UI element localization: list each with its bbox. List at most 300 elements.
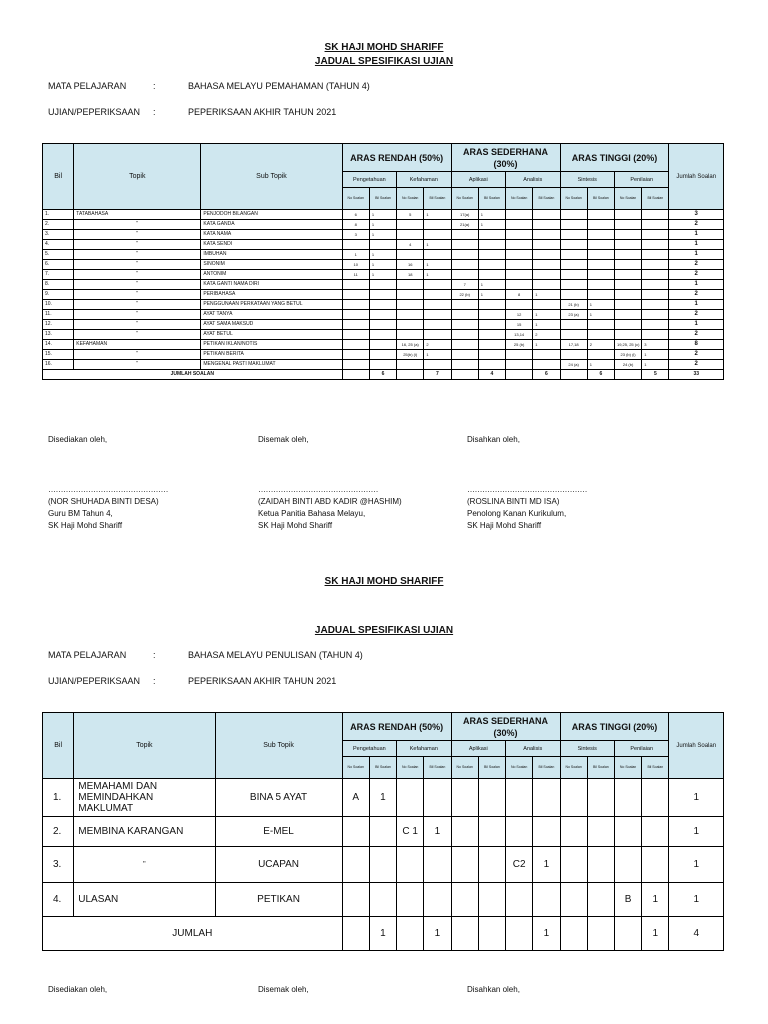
value-cell: [614, 250, 641, 260]
value-cell: [587, 250, 614, 260]
value-cell: 1: [369, 270, 396, 280]
signer-role: Guru BM Tahun 4,: [48, 509, 113, 518]
signature-block-6: [467, 984, 520, 996]
value-cell: [451, 350, 478, 360]
value-cell: [642, 847, 669, 883]
row-number: 16.: [43, 360, 74, 370]
row-number: 14.: [43, 340, 74, 350]
total-cell: 1: [669, 320, 724, 330]
value-cell: [560, 350, 587, 360]
value-cell: [614, 330, 641, 340]
value-cell: [342, 847, 369, 883]
value-cell: 23 (b) (i): [614, 350, 641, 360]
subtopic-cell: PETIKAN: [215, 883, 342, 917]
value-cell: [587, 847, 614, 883]
header-no-soalan: No Soalan: [451, 188, 478, 210]
value-cell: [451, 330, 478, 340]
value-cell: [642, 779, 669, 817]
signer-school: SK Haji Mohd Shariff: [48, 521, 123, 530]
value-cell: [478, 260, 505, 270]
colon: :: [153, 81, 156, 91]
total-cell: 1: [669, 779, 724, 817]
value-cell: [342, 340, 369, 350]
value-cell: 1: [424, 240, 451, 250]
table-row: [43, 290, 724, 300]
value-cell: [478, 270, 505, 280]
header-aras-sederhana: ARAS SEDERHANA (30%): [451, 713, 560, 741]
header-no-soalan: No Soalan: [397, 188, 424, 210]
subtopic-cell: BINA 5 AYAT: [215, 779, 342, 817]
value-cell: [451, 817, 478, 847]
header-topik: Topik: [74, 713, 215, 779]
header-no-soalan: No Soalan: [614, 188, 641, 210]
value-cell: [614, 240, 641, 250]
value-cell: [533, 280, 560, 290]
header-subtopik: Sub Topik: [201, 144, 342, 210]
topic-cell: MEMBINA KARANGAN: [74, 817, 215, 847]
exam-label: UJIAN/PEPERIKSAAN: [48, 107, 141, 117]
signer-role: Ketua Panitia Bahasa Melayu,: [258, 509, 366, 518]
signer-school: SK Haji Mohd Shariff: [467, 521, 542, 530]
subtopic-cell: PETIKAN BERITA: [201, 350, 342, 360]
value-cell: [342, 350, 369, 360]
value-cell: 25 (b): [506, 340, 533, 350]
value-cell: [369, 330, 396, 340]
value-cell: [560, 817, 587, 847]
total-value: [614, 917, 641, 951]
total-cell: 2: [669, 260, 724, 270]
header-bil-soalan: Bil Soalan: [369, 188, 396, 210]
subtopic-cell: PENGGUNAAN PERKATAAN YANG BETUL: [201, 300, 342, 310]
total-value: 1: [369, 917, 396, 951]
header-aras-tinggi: ARAS TINGGI (20%): [560, 144, 669, 172]
value-cell: [424, 320, 451, 330]
value-cell: 15: [506, 320, 533, 330]
value-cell: [614, 220, 641, 230]
table-row: [43, 330, 724, 340]
value-cell: 1: [369, 779, 396, 817]
subtopic-cell: UCAPAN: [215, 847, 342, 883]
value-cell: [506, 270, 533, 280]
topic-cell: ULASAN: [74, 883, 215, 917]
value-cell: [506, 300, 533, 310]
row-number: 4.: [43, 240, 74, 250]
value-cell: [560, 230, 587, 240]
row-number: 2.: [43, 817, 74, 847]
header-bil-soalan: Bil Soalan: [587, 757, 614, 779]
value-cell: [478, 250, 505, 260]
colon: :: [153, 676, 156, 686]
subtopic-cell: PERIBAHASA: [201, 290, 342, 300]
value-cell: [451, 310, 478, 320]
value-cell: [478, 779, 505, 817]
row-number: 3.: [43, 847, 74, 883]
value-cell: [587, 260, 614, 270]
total-cell: 1: [669, 883, 724, 917]
signature-block-4: [48, 984, 107, 996]
topic-cell: ": [74, 240, 201, 250]
value-cell: [342, 883, 369, 917]
value-cell: 5: [397, 210, 424, 220]
value-cell: [560, 280, 587, 290]
total-value: 1: [533, 917, 560, 951]
value-cell: [424, 250, 451, 260]
value-cell: [478, 883, 505, 917]
value-cell: 13,14: [506, 330, 533, 340]
table-row: [43, 210, 724, 220]
topic-cell: ": [74, 320, 201, 330]
value-cell: [614, 260, 641, 270]
value-cell: A: [342, 779, 369, 817]
value-cell: [369, 290, 396, 300]
value-cell: 1: [478, 290, 505, 300]
header-no-soalan: No Soalan: [506, 757, 533, 779]
header-aras-rendah: ARAS RENDAH (50%): [342, 713, 451, 741]
value-cell: [397, 280, 424, 290]
value-cell: [642, 310, 669, 320]
value-cell: [533, 883, 560, 917]
table-row: [43, 310, 724, 320]
value-cell: 3: [642, 340, 669, 350]
value-cell: [587, 779, 614, 817]
value-cell: 8: [506, 290, 533, 300]
subtopic-cell: E-MEL: [215, 817, 342, 847]
value-cell: 1: [533, 847, 560, 883]
header-no-soalan: No Soalan: [342, 188, 369, 210]
header-kefahaman: Kefahaman: [397, 741, 451, 757]
value-cell: [587, 330, 614, 340]
value-cell: [587, 240, 614, 250]
value-cell: [506, 779, 533, 817]
total-cell: 2: [669, 290, 724, 300]
value-cell: 7: [451, 280, 478, 290]
subtopic-cell: KATA GANTI NAMA DIRI: [201, 280, 342, 290]
total-value: 1: [424, 917, 451, 951]
header-bil-soalan: Bil Soalan: [424, 188, 451, 210]
total-value: [587, 917, 614, 951]
value-cell: 1: [424, 270, 451, 280]
value-cell: [587, 280, 614, 290]
header-subtopik: Sub Topik: [215, 713, 342, 779]
table-row: [43, 847, 724, 883]
checked-by-heading: Disemak oleh,: [258, 435, 309, 444]
value-cell: 19,25, 25 (c): [614, 340, 641, 350]
subtopic-cell: KATA NAMA: [201, 230, 342, 240]
doc-title-1: JADUAL SPESIFIKASI UJIAN: [314, 56, 454, 67]
value-cell: [642, 240, 669, 250]
value-cell: 17,18: [560, 340, 587, 350]
subtopic-cell: AYAT TANYA: [201, 310, 342, 320]
value-cell: [369, 310, 396, 320]
value-cell: 10: [342, 260, 369, 270]
value-cell: [424, 300, 451, 310]
total-cell: 1: [669, 847, 724, 883]
value-cell: [369, 300, 396, 310]
header-penilaian: Penilaian: [614, 741, 668, 757]
total-value: 5: [642, 370, 669, 380]
table-row: [43, 350, 724, 360]
header-no-soalan: No Soalan: [506, 188, 533, 210]
topic-cell: ": [74, 300, 201, 310]
header-penilaian: Penilaian: [614, 172, 668, 188]
value-cell: [397, 779, 424, 817]
subject-label: MATA PELAJARAN: [48, 650, 127, 660]
signature-block-1: [48, 434, 168, 532]
value-cell: [642, 230, 669, 240]
value-cell: [614, 310, 641, 320]
value-cell: [533, 350, 560, 360]
signer-name: (ROSLINA BINTI MD ISA): [467, 497, 560, 506]
value-cell: 21(a): [451, 220, 478, 230]
value-cell: [506, 350, 533, 360]
signer-name: (NOR SHUHADA BINTI DESA): [48, 497, 159, 506]
value-cell: [614, 290, 641, 300]
value-cell: 25(b) (i): [397, 350, 424, 360]
value-cell: [614, 300, 641, 310]
spec-table-1: [42, 143, 724, 380]
value-cell: [424, 360, 451, 370]
value-cell: [587, 290, 614, 300]
header-bil-soalan: Bil Soalan: [533, 188, 560, 210]
value-cell: [560, 270, 587, 280]
row-number: 12.: [43, 320, 74, 330]
value-cell: [614, 847, 641, 883]
value-cell: [614, 320, 641, 330]
value-cell: [587, 220, 614, 230]
total-cell: 1: [669, 300, 724, 310]
value-cell: [424, 883, 451, 917]
value-cell: [642, 210, 669, 220]
value-cell: [533, 779, 560, 817]
header-bil: Bil: [43, 713, 74, 779]
topic-cell: ": [74, 250, 201, 260]
row-number: 11.: [43, 310, 74, 320]
value-cell: 2: [587, 340, 614, 350]
exam-value: PEPERIKSAAN AKHIR TAHUN 2021: [188, 107, 337, 117]
value-cell: 21 (b): [560, 300, 587, 310]
value-cell: [397, 320, 424, 330]
value-cell: [560, 320, 587, 330]
header-sintesis: Sintesis: [560, 172, 614, 188]
value-cell: [451, 250, 478, 260]
value-cell: [614, 210, 641, 220]
row-number: 13.: [43, 330, 74, 340]
subject-value: BAHASA MELAYU PENULISAN (TAHUN 4): [188, 650, 363, 660]
header-analisis: Analisis: [506, 172, 560, 188]
value-cell: [614, 230, 641, 240]
value-cell: [424, 280, 451, 290]
signer-name: (ZAIDAH BINTI ABD KADIR @HASHIM): [258, 497, 402, 506]
total-value: [397, 917, 424, 951]
value-cell: [478, 817, 505, 847]
value-cell: [397, 360, 424, 370]
subtopic-cell: AYAT SAMA MAKSUD: [201, 320, 342, 330]
total-label: JUMLAH: [43, 917, 343, 951]
value-cell: [642, 330, 669, 340]
header-bil-soalan: Bil Soalan: [533, 757, 560, 779]
topic-cell: ": [74, 260, 201, 270]
total-cell: 1: [669, 817, 724, 847]
empty-cell: [342, 370, 369, 380]
value-cell: [342, 330, 369, 340]
header-no-soalan: No Soalan: [560, 188, 587, 210]
value-cell: 1: [369, 250, 396, 260]
signature-block-3: [467, 434, 587, 532]
value-cell: [424, 779, 451, 817]
value-cell: [506, 280, 533, 290]
table-row: [43, 230, 724, 240]
total-cell: 1: [669, 280, 724, 290]
value-cell: [342, 240, 369, 250]
header-no-soalan: No Soalan: [560, 757, 587, 779]
value-cell: [614, 779, 641, 817]
value-cell: 1: [342, 250, 369, 260]
colon: :: [153, 650, 156, 660]
value-cell: [614, 817, 641, 847]
header-bil-soalan: Bil Soalan: [642, 188, 669, 210]
total-value: [560, 917, 587, 951]
value-cell: [642, 250, 669, 260]
empty-cell: [397, 370, 424, 380]
value-cell: [587, 270, 614, 280]
subtopic-cell: AYAT BETUL: [201, 330, 342, 340]
row-number: 3.: [43, 230, 74, 240]
value-cell: 16, 25 (a): [397, 340, 424, 350]
signature-block-5: [258, 984, 309, 996]
value-cell: [560, 330, 587, 340]
value-cell: [478, 340, 505, 350]
topic-cell: ": [74, 330, 201, 340]
value-cell: [478, 240, 505, 250]
value-cell: [560, 779, 587, 817]
value-cell: 1: [424, 210, 451, 220]
value-cell: [587, 817, 614, 847]
value-cell: 24 (b): [614, 360, 641, 370]
value-cell: 1: [533, 310, 560, 320]
value-cell: 1: [369, 230, 396, 240]
header-no-soalan: No Soalan: [397, 757, 424, 779]
value-cell: [560, 290, 587, 300]
total-value: 4: [478, 370, 505, 380]
topic-cell: ": [74, 230, 201, 240]
topic-cell: TATABAHASA: [74, 210, 201, 220]
value-cell: [560, 210, 587, 220]
header-bil-soalan: Bil Soalan: [369, 757, 396, 779]
value-cell: 1: [424, 350, 451, 360]
value-cell: [506, 817, 533, 847]
value-cell: [369, 240, 396, 250]
value-cell: [506, 250, 533, 260]
value-cell: [342, 817, 369, 847]
total-value: 6: [369, 370, 396, 380]
value-cell: [560, 260, 587, 270]
total-cell: 8: [669, 340, 724, 350]
value-cell: [397, 290, 424, 300]
value-cell: [342, 300, 369, 310]
value-cell: [533, 230, 560, 240]
header-jumlah: Jumlah Soalan: [669, 713, 724, 779]
value-cell: 1: [642, 883, 669, 917]
value-cell: [369, 340, 396, 350]
total-cell: 2: [669, 310, 724, 320]
value-cell: 1: [369, 260, 396, 270]
topic-cell: ": [74, 350, 201, 360]
signer-school: SK Haji Mohd Shariff: [258, 521, 333, 530]
value-cell: [587, 883, 614, 917]
empty-cell: [506, 370, 533, 380]
colon: :: [153, 107, 156, 117]
value-cell: [533, 210, 560, 220]
value-cell: [642, 280, 669, 290]
row-number: 8.: [43, 280, 74, 290]
total-cell: 2: [669, 330, 724, 340]
value-cell: [642, 260, 669, 270]
header-bil-soalan: Bil Soalan: [587, 188, 614, 210]
value-cell: [560, 250, 587, 260]
value-cell: [506, 883, 533, 917]
value-cell: [533, 360, 560, 370]
value-cell: [397, 230, 424, 240]
value-cell: [424, 330, 451, 340]
header-no-soalan: No Soalan: [451, 757, 478, 779]
checked-by-heading: Disemak oleh,: [258, 985, 309, 994]
header-sintesis: Sintesis: [560, 741, 614, 757]
total-cell: 1: [669, 230, 724, 240]
header-aplikasi: Aplikasi: [451, 741, 505, 757]
row-number: 1.: [43, 779, 74, 817]
signature-block-2: [258, 434, 402, 532]
value-cell: [451, 847, 478, 883]
value-cell: [478, 350, 505, 360]
value-cell: [342, 290, 369, 300]
value-cell: [342, 310, 369, 320]
row-number: 5.: [43, 250, 74, 260]
value-cell: [369, 320, 396, 330]
value-cell: [614, 270, 641, 280]
value-cell: [642, 290, 669, 300]
value-cell: 1: [369, 210, 396, 220]
table-row: [43, 240, 724, 250]
value-cell: [642, 270, 669, 280]
total-value: 7: [424, 370, 451, 380]
value-cell: 1: [587, 300, 614, 310]
header-aplikasi: Aplikasi: [451, 172, 505, 188]
table-row: [43, 360, 724, 370]
header-kefahaman: Kefahaman: [397, 172, 451, 188]
table-row: [43, 270, 724, 280]
empty-cell: [560, 370, 587, 380]
value-cell: [342, 320, 369, 330]
total-row: [43, 917, 724, 951]
value-cell: [533, 270, 560, 280]
value-cell: [506, 360, 533, 370]
value-cell: [397, 300, 424, 310]
value-cell: 1: [533, 340, 560, 350]
subtopic-cell: KATA SENDI: [201, 240, 342, 250]
table-row: [43, 220, 724, 230]
empty-cell: [451, 370, 478, 380]
value-cell: [451, 270, 478, 280]
topic-cell: ": [74, 360, 201, 370]
topic-cell: ": [74, 310, 201, 320]
empty-cell: [614, 370, 641, 380]
value-cell: [342, 360, 369, 370]
header-aras-tinggi: ARAS TINGGI (20%): [560, 713, 669, 741]
value-cell: [478, 360, 505, 370]
value-cell: [533, 260, 560, 270]
total-value: [342, 917, 369, 951]
value-cell: [369, 883, 396, 917]
